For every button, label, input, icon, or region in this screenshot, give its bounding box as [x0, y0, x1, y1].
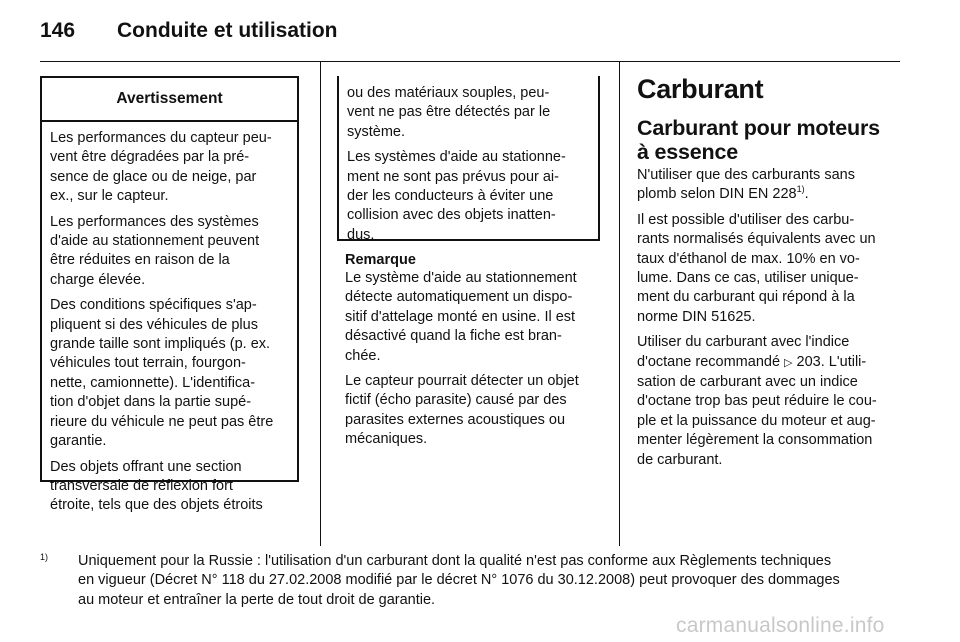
fuel-paragraph-3-after: 203. L'utili- sation de carburant avec un indice d'octane trop bas peut réduire le cou- ple et la puissance du moteur et aug- menter légèrement la consommation de carburant.	[637, 353, 877, 468]
footnote-reference[interactable]: 1)	[796, 184, 805, 195]
remark-section	[345, 252, 605, 456]
warning-continued-paragraph-1: ou des matériaux souples, peu- vent ne pas être détectés par le système.	[347, 85, 551, 140]
warning-paragraph-1: Les performances du capteur peu- vent être dégradées par la pré- sence de glace ou de neige, par ex., sur le capteur.	[50, 130, 272, 205]
fuel-section	[637, 72, 902, 476]
fuel-paragraph-3-before: Utiliser du carburant avec l'indice d'octane recommandé	[637, 334, 850, 370]
column-divider-2	[619, 62, 620, 546]
chapter-title: Conduite et utilisation	[117, 19, 338, 42]
page-number: 146	[40, 19, 76, 42]
header-rule	[40, 61, 900, 62]
page-reference-arrow-icon[interactable]: ▷	[784, 356, 793, 369]
column-divider-1	[320, 62, 321, 546]
warning-box-continued	[337, 76, 600, 241]
warning-title: Avertissement	[42, 78, 297, 122]
warning-box	[40, 76, 299, 514]
remark-paragraph-1: Le système d'aide au stationnement détecte automatiquement un dispo- sitif d'attelage monté en usine. Il est désactivé quand la fiche est bran- chée.	[345, 270, 577, 364]
watermark: carmanualsonline.info	[676, 614, 885, 637]
warning-continued-paragraph-2: Les systèmes d'aide au stationne- ment ne sont pas prévus pour ai- der les conducteurs à éviter une collision avec des objets inatten- dus.	[347, 149, 566, 243]
section-heading: Carburant	[637, 74, 764, 104]
warning-body	[42, 122, 297, 516]
fuel-paragraph-2: Il est possible d'utiliser des carbu- rants normalisés équivalents avec un taux d'éthanol de max. 10% en vo- lume. Dans ce cas, utiliser unique- ment du carburant qui répond à la norme DIN 51625.	[637, 211, 876, 325]
remark-label: Remarque	[345, 252, 416, 268]
fuel-paragraph-1	[637, 166, 902, 205]
warning-paragraph-2: Les performances des systèmes d'aide au stationnement peuvent être réduites en raison de la charge élevée.	[50, 213, 260, 288]
warning-paragraph-3: Des conditions spécifiques s'ap- pliquent si des véhicules de plus grande taille sont impliqués (p. ex. véhicules tout terrain, fourgon- nette, camionnette). L'identifica- tion d'objet dans la partie supé- rieure du véhicule ne peut pas être garantie.	[50, 297, 274, 450]
fuel-paragraph-1-text: N'utiliser que des carburants sans plomb selon DIN EN 228	[637, 167, 855, 203]
footnote-mark: 1)	[40, 552, 49, 562]
footnote	[40, 552, 910, 610]
fuel-paragraph-1-end: .	[804, 186, 809, 203]
remark-paragraph-2: Le capteur pourrait détecter un objet fictif (écho parasite) causé par des parasites externes acoustiques ou mécaniques.	[345, 373, 579, 448]
warning-paragraph-4: Des objets offrant une section transversale de réflexion fort étroite, tels que des objets étroits	[50, 458, 263, 514]
fuel-paragraph-3	[637, 333, 902, 470]
section-subheading: Carburant pour moteurs à essence	[637, 116, 880, 164]
footnote-text: Uniquement pour la Russie : l'utilisation d'un carburant dont la qualité n'est pas conforme aux Règlements techniques en vigueur (Décret N° 118 du 27.02.2008 modifié par le décret N° 1076 du 30.12.2008) peut provoquer des dommages au moteur et entraîner la perte de tout droit de garantie.	[78, 553, 840, 608]
